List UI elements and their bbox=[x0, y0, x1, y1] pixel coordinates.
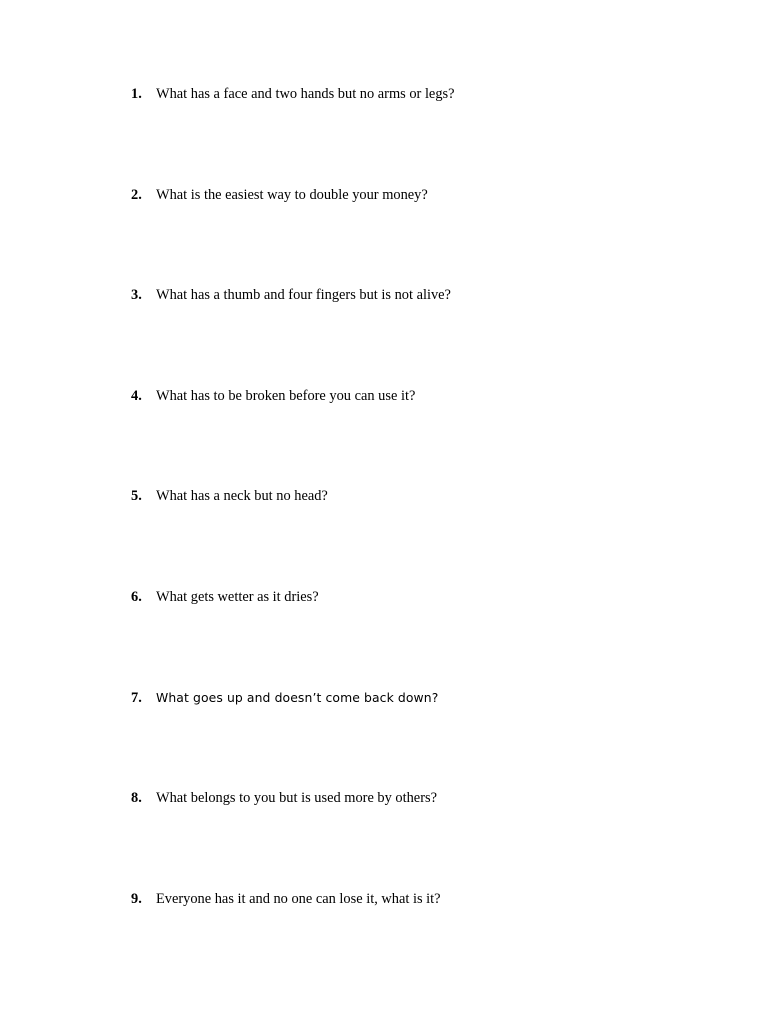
question-number: 1. bbox=[131, 86, 142, 102]
question-item-7 bbox=[131, 688, 691, 789]
question-text: What belongs to you but is used more by others? bbox=[156, 790, 437, 807]
question-text: What has a neck but no head? bbox=[156, 488, 328, 505]
question-number: 6. bbox=[131, 588, 142, 605]
question-number: 7. bbox=[131, 689, 142, 706]
question-number: 4. bbox=[131, 387, 142, 404]
question-item-1 bbox=[131, 84, 691, 185]
question-item-2 bbox=[131, 185, 691, 286]
question-text: What has a thumb and four fingers but is not alive? bbox=[156, 287, 451, 304]
question-number: 8. bbox=[131, 790, 142, 807]
question-text: What has a face and two hands but no arms or legs? bbox=[156, 86, 455, 102]
question-item-3 bbox=[131, 285, 691, 386]
question-item-4 bbox=[131, 386, 691, 487]
question-text: What has to be broken before you can use it? bbox=[156, 387, 416, 404]
question-number: 9. bbox=[131, 890, 142, 907]
question-list bbox=[131, 84, 691, 989]
question-number: 5. bbox=[131, 488, 142, 505]
question-text: What is the easiest way to double your money? bbox=[156, 186, 428, 203]
question-text: What gets wetter as it dries? bbox=[156, 588, 319, 605]
question-text: Everyone has it and no one can lose it, what is it? bbox=[156, 890, 441, 907]
question-item-6 bbox=[131, 587, 691, 688]
question-item-5 bbox=[131, 486, 691, 587]
question-item-9 bbox=[131, 889, 691, 990]
question-number: 2. bbox=[131, 186, 142, 203]
question-text: What goes up and doesn’t come back down? bbox=[156, 689, 439, 705]
question-item-8 bbox=[131, 788, 691, 889]
question-number: 3. bbox=[131, 287, 142, 304]
